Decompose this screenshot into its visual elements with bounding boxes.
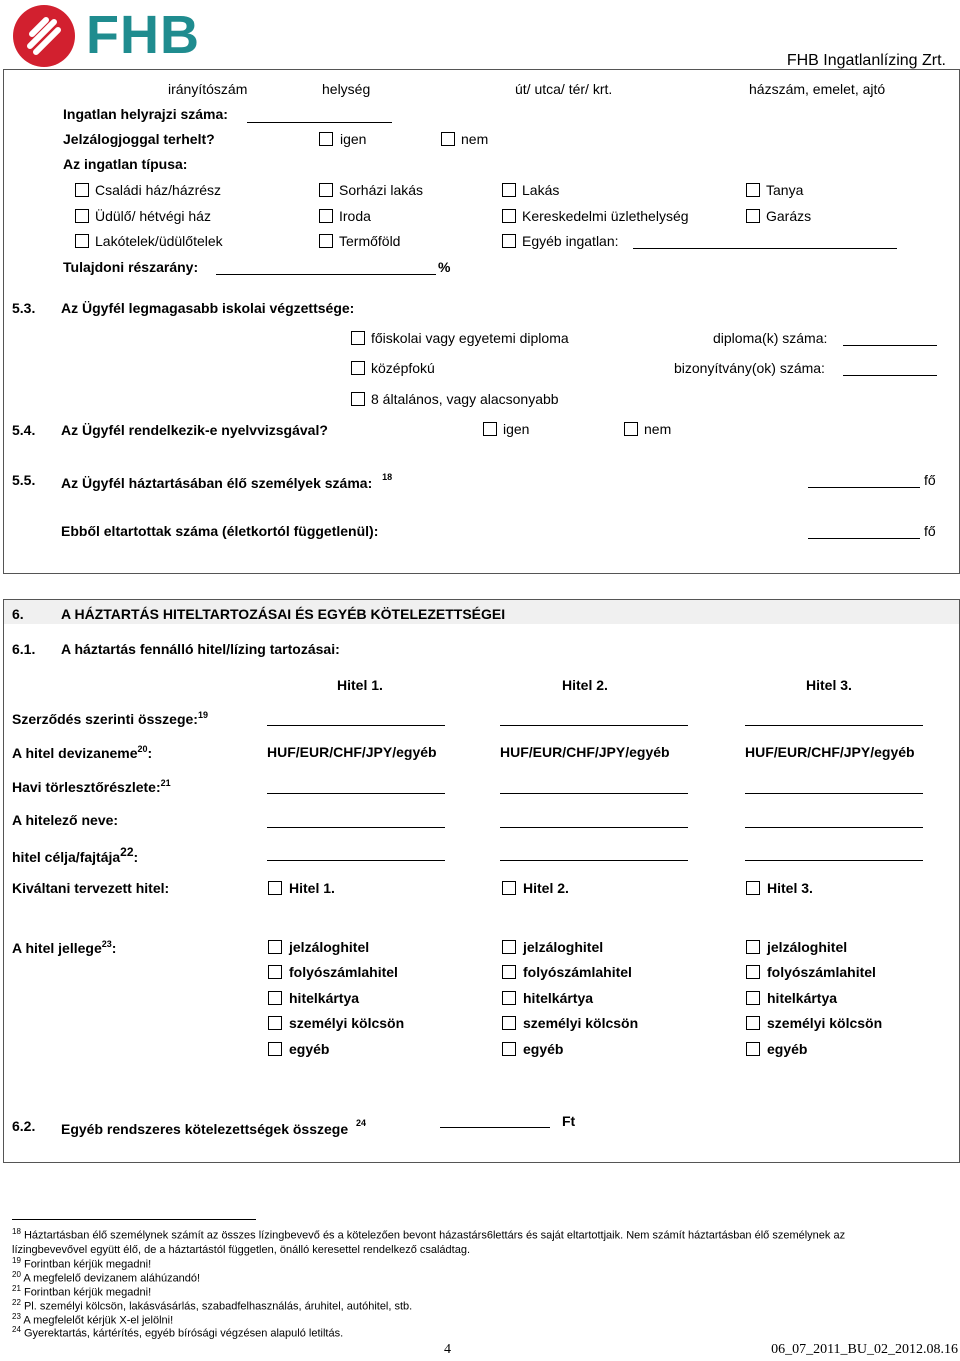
- s62-title: [61, 1118, 366, 1137]
- kivaltani-hitel1-checkbox[interactable]: [268, 881, 282, 895]
- s61-title: A háztartás fennálló hitel/lízing tartozásai:: [61, 641, 340, 657]
- footnote-22: $^{22}$ Pl. személyi kölcsön, lakásvásárlás, szabadfelhasználás, áruhitel, autóhitel, stb.: [12, 1298, 413, 1313]
- row-havi-label: [12, 778, 171, 795]
- type-udulo-label: Üdülő/ hétvégi ház: [95, 208, 211, 224]
- label-utca: út/ utca/ tér/ krt.: [515, 81, 613, 97]
- row-osszeg-ref: 19: [197, 710, 208, 720]
- type-sorhazi-label: Sorházi lakás: [339, 182, 424, 198]
- jelleg1-szemelyi-label: személyi kölcsön: [289, 1015, 405, 1031]
- jelleg3-egyeb-checkbox[interactable]: [746, 1042, 760, 1056]
- row-havi-text: Havi törlesztőrészlete:: [12, 779, 161, 795]
- jelleg3-kartya-checkbox[interactable]: [746, 991, 760, 1005]
- s55-count-field[interactable]: [808, 487, 920, 488]
- s55-footnote-ref: 18: [382, 472, 393, 482]
- page-number: 4: [444, 1342, 451, 1357]
- type-egyeb-checkbox[interactable]: [502, 234, 516, 248]
- jelleg3-jelzalog-label: jelzáloghitel: [767, 939, 848, 955]
- type-csaladi-checkbox[interactable]: [75, 183, 89, 197]
- label-hazszam: házszám, emelet, ajtó: [749, 81, 886, 97]
- footnote-separator: [12, 1219, 256, 1220]
- s62-amount-field[interactable]: [440, 1127, 550, 1128]
- s53-altalanos-label: 8 általános, vagy alacsonyabb: [371, 391, 559, 407]
- company-name: FHB Ingatlanlízing Zrt.: [786, 52, 946, 69]
- type-udulo-checkbox[interactable]: [75, 209, 89, 223]
- type-iroda-checkbox[interactable]: [319, 209, 333, 223]
- jelleg2-kartya-checkbox[interactable]: [502, 991, 516, 1005]
- type-uzlet-checkbox[interactable]: [502, 209, 516, 223]
- row-deviza-colon: :: [147, 745, 153, 761]
- logo-mark-icon: [12, 4, 76, 68]
- s55-sub-label: Ebből eltartottak száma (életkortól függetlenül):: [61, 523, 379, 539]
- s55-sub-field[interactable]: [808, 538, 920, 539]
- havi-hitel3-field[interactable]: [745, 793, 923, 794]
- type-iroda-label: Iroda: [339, 208, 371, 224]
- type-sorhazi-checkbox[interactable]: [319, 183, 333, 197]
- jelzalog-label: Jelzálogjoggal terhelt?: [63, 131, 215, 147]
- type-csaladi-label: Családi ház/házrész: [95, 182, 222, 198]
- jelleg1-szemelyi-checkbox[interactable]: [268, 1016, 282, 1030]
- jelleg2-jelzalog-checkbox[interactable]: [502, 940, 516, 954]
- row-jelleg-label: [12, 939, 116, 956]
- col-hitel3: Hitel 3.: [806, 677, 852, 693]
- havi-hitel2-field[interactable]: [500, 793, 688, 794]
- row-osszeg-text: Szerződés szerinti összege:: [12, 711, 198, 727]
- s55-unit: fő: [924, 472, 936, 488]
- deviza-hitel1[interactable]: HUF/EUR/CHF/JPY/egyéb: [267, 744, 437, 760]
- helyrajzi-label: Ingatlan helyrajzi száma:: [63, 106, 228, 122]
- deviza-hitel3[interactable]: HUF/EUR/CHF/JPY/egyéb: [745, 744, 915, 760]
- footnote-18: $^{18}$ Háztartásban élő személynek számít az összes lízingbevevő és a kötelezően bevont házastárs6lettárs és saját eltartottjaik. Nem számít háztartásban élő személynek az: [12, 1227, 846, 1242]
- jelleg1-egyeb-label: egyéb: [289, 1041, 330, 1057]
- s53-diploma-field-label: diploma(k) száma:: [713, 330, 828, 346]
- jelleg1-jelzalog-label: jelzáloghitel: [289, 939, 370, 955]
- jelleg2-kartya-label: hitelkártya: [523, 990, 594, 1006]
- jelleg1-kartya-label: hitelkártya: [289, 990, 360, 1006]
- type-egyeb-label: Egyéb ingatlan:: [522, 233, 619, 249]
- s53-title: Az Ügyfél legmagasabb iskolai végzettsége:: [61, 300, 355, 316]
- s55-sub-unit: fő: [924, 523, 936, 539]
- fhb-logo: [12, 4, 212, 68]
- type-termofold-checkbox[interactable]: [319, 234, 333, 248]
- tulajdoni-label: Tulajdoni részarány:: [63, 259, 199, 275]
- jelleg3-szemelyi-checkbox[interactable]: [746, 1016, 760, 1030]
- row-deviza-label: [12, 744, 152, 761]
- s62-num: 6.2.: [12, 1118, 36, 1134]
- s55-title: [61, 472, 392, 491]
- s53-num: 5.3.: [12, 300, 36, 316]
- s54-igen-label: igen: [503, 421, 530, 437]
- jelleg1-kartya-checkbox[interactable]: [268, 991, 282, 1005]
- jelleg2-folyo-label: folyószámlahitel: [523, 964, 632, 980]
- s6-title: A HÁZTARTÁS HITELTARTOZÁSAI ÉS EGYÉB KÖTELEZETTSÉGEI: [61, 606, 506, 622]
- row-deviza-ref: 20: [137, 744, 148, 754]
- s54-nem-label: nem: [644, 421, 672, 437]
- s61-num: 6.1.: [12, 641, 36, 657]
- hitelezo-hitel1-field[interactable]: [267, 827, 445, 828]
- jelleg2-egyeb-checkbox[interactable]: [502, 1042, 516, 1056]
- type-uzlet-label: Kereskedelmi üzlethelység: [522, 208, 689, 224]
- egyeb-ingatlan-field[interactable]: [633, 248, 897, 249]
- hitelezo-hitel2-field[interactable]: [500, 827, 688, 828]
- deviza-hitel2[interactable]: HUF/EUR/CHF/JPY/egyéb: [500, 744, 670, 760]
- row-havi-ref: 21: [160, 778, 171, 788]
- osszeg-hitel2-field[interactable]: [500, 725, 688, 726]
- type-lakas-label: Lakás: [522, 182, 560, 198]
- row-jelleg-ref: 23: [101, 939, 112, 949]
- s53-kozepfoku-label: középfokú: [371, 360, 435, 376]
- type-tanya-checkbox[interactable]: [746, 183, 760, 197]
- jelleg3-kartya-label: hitelkártya: [767, 990, 838, 1006]
- jelzalog-igen-label: igen: [340, 131, 367, 147]
- jelleg2-folyo-checkbox[interactable]: [502, 965, 516, 979]
- jelleg1-egyeb-checkbox[interactable]: [268, 1042, 282, 1056]
- row-cel-label: [12, 845, 138, 865]
- s55-title-text: Az Ügyfél háztartásában élő személyek száma:: [61, 475, 373, 491]
- footnote-18-cont: lízingbevevővel együtt élő, de a háztartástól független, önálló keresettel rendelkező családtag.: [12, 1244, 471, 1256]
- col-hitel1: Hitel 1.: [337, 677, 383, 693]
- jelzalog-nem-label: nem: [461, 131, 489, 147]
- jelzalog-igen-checkbox[interactable]: [319, 132, 333, 146]
- cel-hitel1-field[interactable]: [267, 860, 445, 861]
- jelleg3-folyo-label: folyószámlahitel: [767, 964, 876, 980]
- s6-num: 6.: [12, 606, 24, 622]
- kivaltani-hitel2-checkbox[interactable]: [502, 881, 516, 895]
- cel-hitel2-field[interactable]: [500, 860, 688, 861]
- s53-bizonyitvany-field[interactable]: [843, 375, 937, 376]
- footnote-24: $^{24}$ Gyerektartás, kártérítés, egyéb bírósági végzésen alapuló letiltás.: [12, 1325, 344, 1340]
- row-cel-text: hitel célja/fajtája: [12, 849, 121, 865]
- s54-num: 5.4.: [12, 422, 36, 438]
- s62-footnote-ref: 24: [356, 1118, 367, 1128]
- row-kivaltani-label: Kiváltani tervezett hitel:: [12, 880, 170, 896]
- jelleg3-egyeb-label: egyéb: [767, 1041, 808, 1057]
- logo-text: FHB: [86, 5, 200, 65]
- helyrajzi-field[interactable]: [247, 122, 392, 123]
- jelleg2-jelzalog-label: jelzáloghitel: [523, 939, 604, 955]
- s54-igen-checkbox[interactable]: [483, 422, 497, 436]
- row-jelleg-colon: :: [111, 940, 117, 956]
- s53-bizonyitvany-field-label: bizonyítvány(ok) száma:: [674, 360, 825, 376]
- label-helyseg: helység: [322, 81, 371, 97]
- type-lakotelek-checkbox[interactable]: [75, 234, 89, 248]
- s55-num: 5.5.: [12, 472, 36, 488]
- document-code: 06_07_2011_BU_02_2012.08.16: [771, 1342, 958, 1357]
- jelleg1-folyo-checkbox[interactable]: [268, 965, 282, 979]
- tulajdoni-percent: %: [438, 259, 451, 275]
- kivaltani-hitel1-label: Hitel 1.: [289, 880, 335, 896]
- row-deviza-text: A hitel devizaneme: [12, 745, 138, 761]
- footnote-23: $^{23}$ A megfelelőt kérjük X-el jelölni!: [12, 1312, 174, 1327]
- s62-title-text: Egyéb rendszeres kötelezettségek összege: [61, 1121, 349, 1137]
- jelleg1-folyo-label: folyószámlahitel: [289, 964, 398, 980]
- row-cel-ref: 22: [120, 845, 134, 859]
- jelleg3-folyo-checkbox[interactable]: [746, 965, 760, 979]
- row-hitelezo-label: A hitelező neve:: [12, 812, 119, 828]
- type-garazs-checkbox[interactable]: [746, 209, 760, 223]
- s62-unit: Ft: [562, 1113, 576, 1129]
- s53-diploma-label: főiskolai vagy egyetemi diploma: [371, 330, 569, 346]
- footnote-19: $^{19}$ Forintban kérjük megadni!: [12, 1256, 152, 1271]
- type-lakotelek-label: Lakótelek/üdülőtelek: [95, 233, 223, 249]
- jelleg2-szemelyi-label: személyi kölcsön: [523, 1015, 639, 1031]
- osszeg-hitel3-field[interactable]: [745, 725, 923, 726]
- s53-altalanos-checkbox[interactable]: [351, 392, 365, 406]
- kivaltani-hitel2-label: Hitel 2.: [523, 880, 569, 896]
- type-termofold-label: Termőföld: [339, 233, 401, 249]
- s53-diploma-checkbox[interactable]: [351, 331, 365, 345]
- jelleg3-jelzalog-checkbox[interactable]: [746, 940, 760, 954]
- tulajdoni-field[interactable]: [216, 274, 436, 275]
- type-lakas-checkbox[interactable]: [502, 183, 516, 197]
- jelleg2-egyeb-label: egyéb: [523, 1041, 564, 1057]
- jelleg1-jelzalog-checkbox[interactable]: [268, 940, 282, 954]
- jelleg3-szemelyi-label: személyi kölcsön: [767, 1015, 883, 1031]
- row-osszeg-label: [12, 710, 208, 727]
- col-hitel2: Hitel 2.: [562, 677, 608, 693]
- osszeg-hitel1-field[interactable]: [267, 725, 445, 726]
- jelleg2-szemelyi-checkbox[interactable]: [502, 1016, 516, 1030]
- label-iranyitoszam: irányítószám: [168, 81, 248, 97]
- s54-title: Az Ügyfél rendelkezik-e nyelvvizsgával?: [61, 422, 328, 438]
- row-jelleg-text: A hitel jellege: [12, 940, 102, 956]
- type-garazs-label: Garázs: [766, 208, 812, 224]
- jelzalog-nem-checkbox[interactable]: [441, 132, 455, 146]
- hitelezo-hitel3-field[interactable]: [745, 827, 923, 828]
- footnote-21: $^{21}$ Forintban kérjük megadni!: [12, 1284, 152, 1299]
- cel-hitel3-field[interactable]: [745, 860, 923, 861]
- s53-diploma-field[interactable]: [843, 345, 937, 346]
- havi-hitel1-field[interactable]: [267, 793, 445, 794]
- s53-kozepfoku-checkbox[interactable]: [351, 361, 365, 375]
- footnote-20: $^{20}$ A megfelelő devizanem aláhúzandó!: [12, 1270, 201, 1285]
- kivaltani-hitel3-label: Hitel 3.: [767, 880, 813, 896]
- s54-nem-checkbox[interactable]: [624, 422, 638, 436]
- row-cel-colon: :: [133, 849, 139, 865]
- kivaltani-hitel3-checkbox[interactable]: [746, 881, 760, 895]
- tipus-label: Az ingatlan típusa:: [63, 156, 188, 172]
- type-tanya-label: Tanya: [766, 182, 804, 198]
